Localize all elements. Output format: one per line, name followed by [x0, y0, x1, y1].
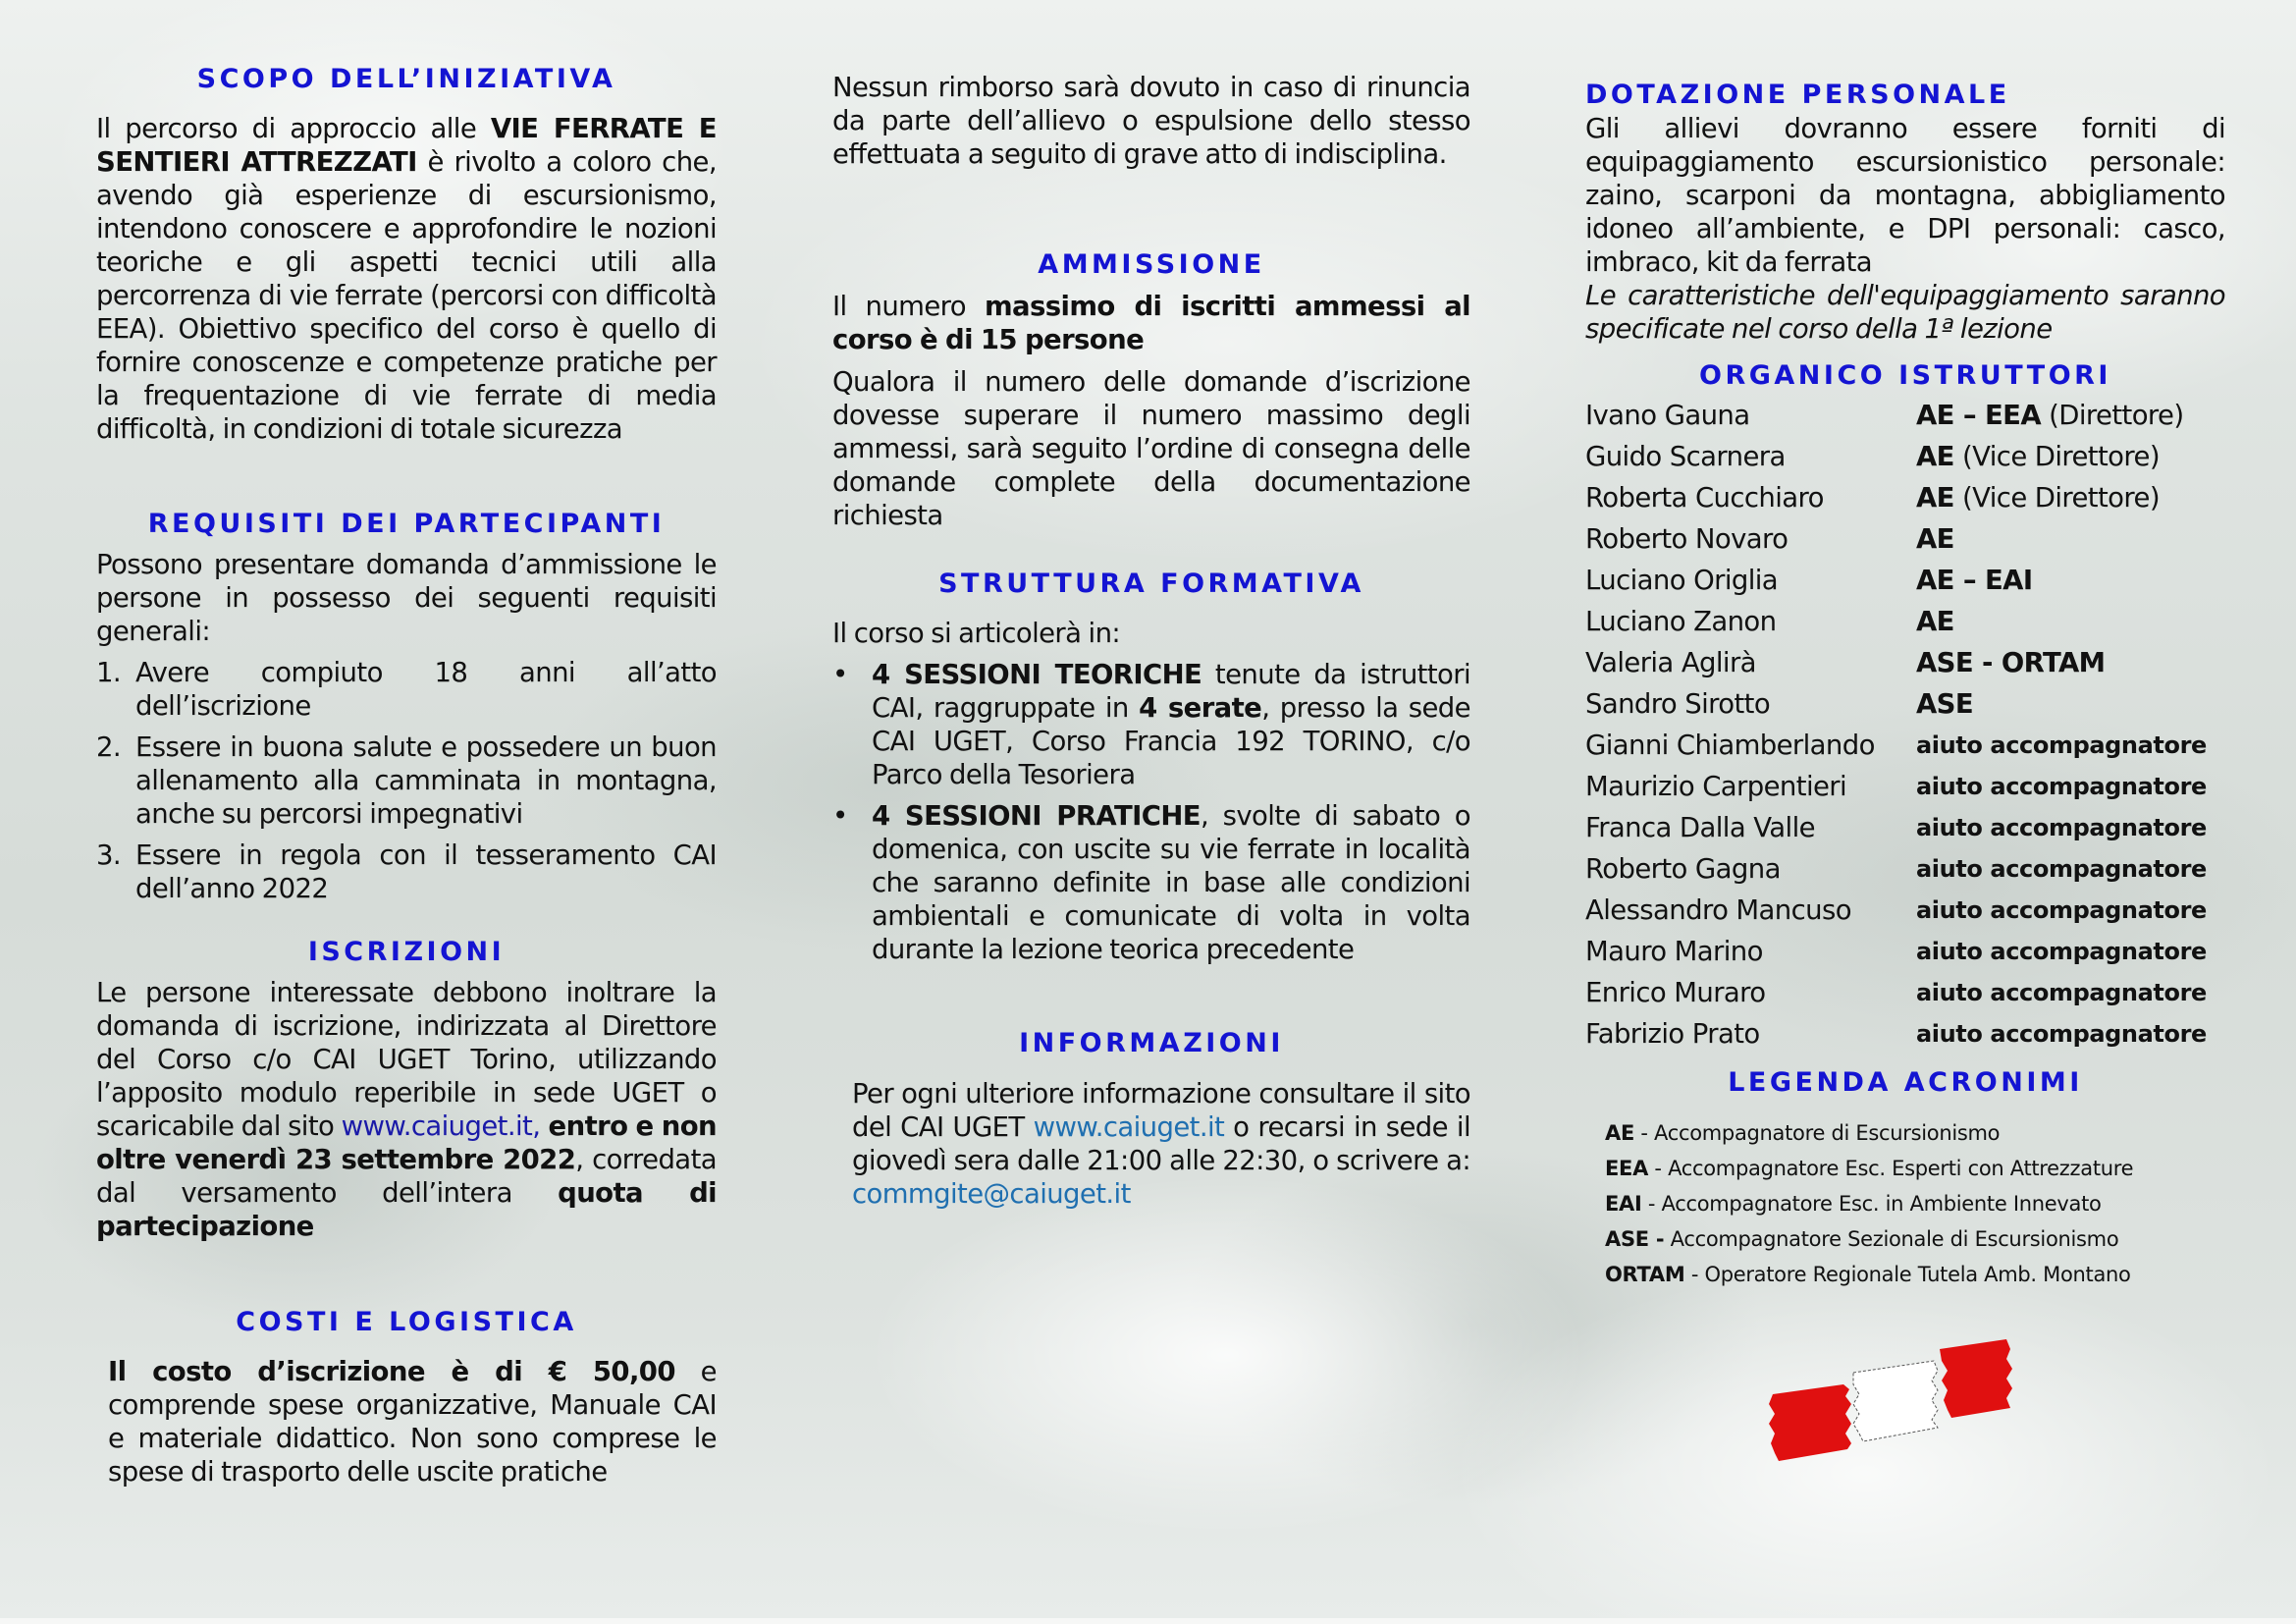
iscrizioni-text-2: , corredata dal versamento dell’intera	[96, 1144, 717, 1209]
info-text-2: o recarsi in sede il giovedì sera dalle 21:00 alle 22:30, o scrivere a:	[852, 1111, 1470, 1176]
staff-role	[1916, 807, 2207, 848]
ammissione-text: Il numero	[832, 291, 985, 322]
staff-role	[1916, 560, 2032, 601]
legend-description: - Accompagnatore Esc. Esperti con Attrezzature	[1648, 1157, 2134, 1180]
requisiti-intro: Possono presentare domanda d’ammissione le persone in possesso dei seguenti requisiti generali:	[96, 549, 717, 647]
staff-role	[1916, 683, 1973, 725]
staff-row	[1585, 683, 2225, 725]
staff-name: Luciano Zanon	[1585, 606, 1777, 637]
scopo-rest: è rivolto a coloro che, avendo già esperienze di escursionismo, intendono conoscere e approfondire le nozioni teoriche e gli aspetti tecnici utili alla percorrenza di vie ferrate (percorsi con difficoltà EEA). Obiettivo specifico del corso è quello di fornire conoscenze e competenze pratiche per la frequentazione di vie ferrate di media difficoltà, in condizioni di totale sicurezza	[96, 146, 717, 445]
costi-paragraph	[108, 1355, 717, 1489]
staff-role	[1916, 518, 1954, 560]
staff-row	[1585, 395, 2225, 436]
staff-role-acronym: AE – EAI	[1916, 565, 2033, 596]
staff-role-acronym: aiuto accompagnatore	[1916, 731, 2207, 759]
info-text: Per ogni ulteriore informazione consultare il sito del CAI UGET	[852, 1078, 1470, 1143]
staff-role	[1916, 642, 2105, 683]
legend-acronym: EAI	[1605, 1192, 1642, 1216]
scopo-intro: Il percorso di approccio alle	[96, 113, 491, 144]
dotazione-note: Le caratteristiche dell'equipaggiamento saranno specificate nel corso della 1ª lezione	[1585, 280, 2225, 345]
staff-row	[1585, 601, 2225, 642]
staff-list	[1585, 395, 2225, 1055]
staff-role	[1916, 848, 2207, 890]
costi-text: e comprende spese organizzative, Manuale CAI e materiale didattico. Non sono comprese le spese di trasporto delle uscite pratiche	[108, 1356, 717, 1488]
dotazione-paragraph: Gli allievi dovranno essere forniti di equipaggiamento escursionistico personale: zaino, scarponi da montagna, abbigliamento idoneo all’ambiente, e DPI personali: casco, imbraco, kit da ferrata	[1585, 113, 2225, 278]
section-title-legenda: LEGENDA ACRONIMI	[1728, 1067, 2083, 1098]
staff-role-acronym: AE	[1916, 482, 1954, 514]
staff-row	[1585, 931, 2225, 972]
staff-row	[1585, 642, 2225, 683]
email-link[interactable]: commgite@caiuget.it	[852, 1178, 1131, 1210]
iscrizioni-text: Le persone interessate debbono inoltrare la domanda di iscrizione, indirizzata al Direttore del Corso c/o CAI UGET Torino, utilizzando l’apposito modulo reperibile in sede UGET o scaricabile dal sito	[96, 977, 717, 1142]
staff-role	[1916, 766, 2207, 807]
section-title-costi: COSTI E LOGISTICA	[236, 1307, 577, 1337]
item-text: Essere in buona salute e possedere un buon allenamento alla camminata in montagna, anche su percorsi impegnativi	[135, 731, 717, 830]
staff-name: Roberta Cucchiaro	[1585, 482, 1824, 514]
staff-row	[1585, 518, 2225, 560]
website-link[interactable]: www.caiuget.it	[1033, 1111, 1225, 1143]
staff-row	[1585, 1013, 2225, 1055]
staff-name: Sandro Sirotto	[1585, 688, 1771, 720]
struttura-item	[832, 658, 1470, 791]
section-title-scopo: SCOPO DELL’INIZIATIVA	[196, 64, 616, 94]
staff-role	[1916, 601, 1954, 642]
flag-white-center	[1853, 1361, 1938, 1441]
staff-role-acronym: aiuto accompagnatore	[1916, 1020, 2207, 1048]
staff-role-acronym: ASE	[1916, 688, 1974, 720]
staff-row	[1585, 436, 2225, 477]
cost-bold: Il costo d’iscrizione è di € 50,00	[108, 1356, 675, 1387]
staff-role	[1916, 395, 2183, 436]
legend-description: - Accompagnatore di Escursionismo	[1634, 1121, 2001, 1145]
legend-description: Accompagnatore Sezionale di Escursionismo	[1664, 1227, 2119, 1251]
staff-role-acronym: aiuto accompagnatore	[1916, 938, 2207, 965]
website-link[interactable]: www.caiuget.it,	[341, 1110, 541, 1142]
item-bold-2: 4 serate	[1139, 692, 1262, 724]
item-text: Avere compiuto 18 anni all’atto dell’iscrizione	[135, 657, 717, 722]
staff-role-acronym: AE	[1916, 606, 1954, 637]
item-text: Essere in regola con il tesseramento CAI dell’anno 2022	[135, 839, 717, 904]
section-title-dotazione: DOTAZIONE PERSONALE	[1585, 80, 2010, 110]
legend-item	[1605, 1186, 2225, 1221]
staff-name: Luciano Origlia	[1585, 565, 1779, 596]
staff-name: Ivano Gauna	[1585, 400, 1750, 431]
item-bold: 4 SESSIONI PRATICHE	[872, 800, 1201, 832]
staff-role-acronym: AE – EEA	[1916, 400, 2042, 431]
requisiti-item	[96, 656, 717, 723]
staff-row	[1585, 766, 2225, 807]
staff-role	[1916, 477, 2160, 518]
legend-acronym: AE	[1605, 1121, 1634, 1145]
item-text: tenute da istruttori CAI, raggruppate in	[872, 659, 1470, 724]
staff-name: Maurizio Carpentieri	[1585, 771, 1847, 802]
struttura-item	[832, 799, 1470, 966]
staff-role-acronym: AE	[1916, 523, 1954, 555]
staff-name: Enrico Muraro	[1585, 977, 1766, 1008]
scopo-bold: VIE FERRATE E SENTIERI ATTREZZATI	[96, 113, 717, 178]
staff-role	[1916, 1013, 2207, 1055]
staff-row	[1585, 972, 2225, 1013]
legend-description: - Operatore Regionale Tutela Amb. Montano	[1684, 1263, 2131, 1286]
informazioni-paragraph	[852, 1077, 1470, 1211]
staff-role-acronym: aiuto accompagnatore	[1916, 979, 2207, 1006]
staff-role-note: (Vice Direttore)	[1953, 441, 2160, 472]
staff-name: Roberto Novaro	[1585, 523, 1789, 555]
staff-role	[1916, 931, 2207, 972]
legend-acronym: EEA	[1605, 1157, 1649, 1180]
staff-role	[1916, 890, 2207, 931]
item-text: , svolte di sabato o domenica, con uscite su vie ferrate in località che saranno definite in base alle condizioni ambientali e comunicate di volta in volta durante la lezione teorica precedente	[872, 800, 1470, 965]
staff-role-acronym: aiuto accompagnatore	[1916, 814, 2207, 841]
staff-row	[1585, 890, 2225, 931]
max-iscritti-bold: massimo di iscritti ammessi al corso è di 15 persone	[832, 291, 1470, 355]
acronym-legend	[1605, 1115, 2225, 1292]
staff-role-acronym: AE	[1916, 441, 1954, 472]
staff-role-acronym: aiuto accompagnatore	[1916, 896, 2207, 924]
legend-acronym: ASE -	[1605, 1227, 1665, 1251]
staff-role	[1916, 725, 2207, 766]
staff-row	[1585, 725, 2225, 766]
legend-item	[1605, 1221, 2225, 1257]
staff-name: Guido Scarnera	[1585, 441, 1786, 472]
ammissione-paragraph-2: Qualora il numero delle domande d’iscrizione dovesse superare il numero massimo degli ammessi, sarà seguito l’ordine di consegna delle domande complete della documentazione richiesta	[832, 366, 1470, 531]
section-title-informazioni: INFORMAZIONI	[1019, 1028, 1284, 1058]
requisiti-list	[96, 656, 717, 913]
legend-description: - Accompagnatore Esc. in Ambiente Innevato	[1641, 1192, 2102, 1216]
section-title-ammissione: AMMISSIONE	[1038, 249, 1265, 280]
staff-role-note: (Direttore)	[2041, 400, 2184, 431]
staff-row	[1585, 807, 2225, 848]
iscrizioni-paragraph	[96, 976, 717, 1243]
staff-role-acronym: aiuto accompagnatore	[1916, 773, 2207, 800]
staff-row	[1585, 560, 2225, 601]
ammissione-paragraph	[832, 290, 1470, 356]
requisiti-item	[96, 839, 717, 905]
item-number: 2.	[96, 731, 122, 763]
quota-bold: quota di partecipazione	[96, 1177, 717, 1242]
item-text-2: , presso la sede CAI UGET, Corso Francia 192 TORINO, c/o Parco della Tesoriera	[872, 692, 1470, 790]
staff-name: Mauro Marino	[1585, 936, 1763, 967]
section-title-iscrizioni: ISCRIZIONI	[307, 937, 506, 967]
staff-name: Gianni Chiamberlando	[1585, 730, 1875, 761]
legend-acronym: ORTAM	[1605, 1263, 1685, 1286]
staff-name: Roberto Gagna	[1585, 853, 1781, 885]
cai-flag-icon	[1767, 1335, 2012, 1463]
staff-name: Franca Dalla Valle	[1585, 812, 1815, 843]
staff-name: Alessandro Mancuso	[1585, 894, 1851, 926]
struttura-intro: Il corso si articolerà in:	[832, 618, 1121, 649]
staff-name: Fabrizio Prato	[1585, 1018, 1760, 1050]
scopo-paragraph	[96, 112, 717, 446]
staff-role-acronym: aiuto accompagnatore	[1916, 855, 2207, 883]
staff-role	[1916, 436, 2160, 477]
item-number: 3.	[96, 839, 122, 871]
flag-red-left	[1769, 1384, 1851, 1461]
staff-role	[1916, 972, 2207, 1013]
item-bold: 4 SESSIONI TEORICHE	[872, 659, 1202, 690]
section-title-requisiti: REQUISITI DEI PARTECIPANTI	[147, 509, 666, 539]
legend-item	[1605, 1115, 2225, 1151]
staff-role-acronym: ASE - ORTAM	[1916, 647, 2106, 678]
page-bottom-edge	[0, 1618, 2296, 1624]
section-title-struttura: STRUTTURA FORMATIVA	[938, 568, 1364, 599]
legend-item	[1605, 1151, 2225, 1186]
staff-row	[1585, 848, 2225, 890]
struttura-list	[832, 658, 1470, 974]
flag-red-right	[1940, 1339, 2012, 1418]
staff-row	[1585, 477, 2225, 518]
requisiti-item	[96, 731, 717, 831]
section-title-organico: ORGANICO ISTRUTTORI	[1699, 360, 2111, 391]
legend-item	[1605, 1257, 2225, 1292]
deadline-bold: entro e non oltre venerdì 23 settembre 2022	[96, 1110, 717, 1175]
rimborso-paragraph: Nessun rimborso sarà dovuto in caso di rinuncia da parte dell’allievo o espulsione dello stesso effettuata a seguito di grave atto di indisciplina.	[832, 72, 1470, 170]
bullet-icon: •	[832, 659, 848, 690]
bullet-icon: •	[832, 800, 848, 832]
staff-role-note: (Vice Direttore)	[1953, 482, 2160, 514]
item-number: 1.	[96, 657, 122, 688]
staff-name: Valeria Aglirà	[1585, 647, 1756, 678]
